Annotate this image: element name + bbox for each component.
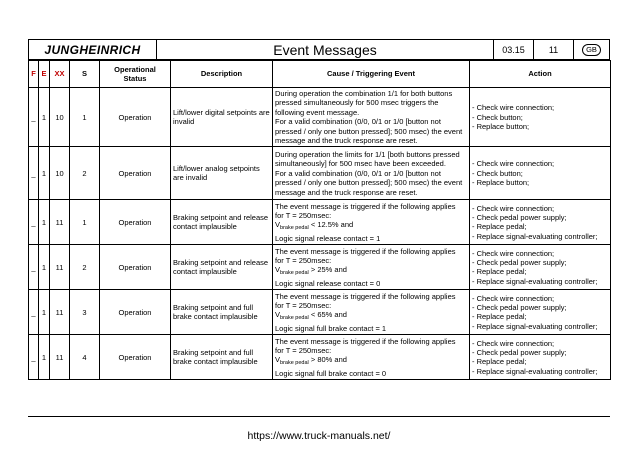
document-header [28,39,610,60]
column-header-xx: XX [50,61,70,88]
cell-action [470,200,611,245]
cell-s: 2 [70,245,100,290]
footer-url: https://www.truck-manuals.net/ [247,430,391,442]
action-line: - Replace signal-evaluating controller; [472,231,598,241]
cell-f: _ [29,88,39,147]
cause-line: Logic signal full brake contact = 0 [275,368,387,378]
cause-line: for T = 250msec: [275,256,332,266]
cause-condition-line [275,220,467,233]
cause-line: The event message is triggered if the following applies [275,201,456,211]
cell-s: 4 [70,335,100,380]
cell-action [470,290,611,335]
column-header-action: Action [470,61,611,88]
cell-xx: 10 [50,147,70,200]
action-line: - Replace pedal; [472,267,527,277]
cause-condition-line [275,355,467,368]
cell-xx: 11 [50,335,70,380]
page-title: Event Messages [157,40,494,59]
cell-s: 1 [70,88,100,147]
column-header-s: S [70,61,100,88]
action-line: - Check wire connection; [472,103,555,113]
action-line: - Replace button; [472,178,530,188]
cause-line: For a valid combination (0/0, 0/1 or 1/0 [button not [275,117,441,127]
cell-description: Braking setpoint and release contact implausible [171,245,273,290]
action-line: - Check button; [472,168,523,178]
cause-line: The event message is triggered if the following applies [275,246,456,256]
cause-line: pressed / only one button pressed]; 500 msec) the event [275,126,463,136]
language-code: GB [582,44,601,56]
cause-line: for T = 250msec: [275,346,332,356]
action-line: - Check wire connection; [472,293,555,303]
cause-line: During operation the combination 1/1 for both buttons [275,89,453,98]
cell-e: 1 [39,88,50,147]
revision-date: 03.15 [494,40,534,59]
action-line: - Replace button; [472,121,530,131]
brand-logo: JUNGHEINRICH [29,40,157,59]
action-line: - Check wire connection; [472,159,555,169]
cell-status: Operation [100,147,171,200]
column-header-description: Description [171,61,273,88]
table-row [29,290,611,335]
table-row [29,147,611,200]
cell-e: 1 [39,147,50,200]
cell-e: 1 [39,200,50,245]
cell-description: Lift/lower analog setpoints are invalid [171,147,273,200]
action-line: - Replace signal-evaluating controller; [472,366,598,376]
column-header-f: F [29,61,39,88]
cell-status: Operation [100,200,171,245]
cell-cause [273,335,470,380]
event-messages-table [28,60,611,380]
cell-xx: 11 [50,200,70,245]
cell-status: Operation [100,290,171,335]
cell-status: Operation [100,335,171,380]
action-line: - Check pedal power supply; [472,213,567,223]
cause-line: Logic signal full brake contact = 1 [275,323,387,333]
action-line: - Check wire connection; [472,248,555,258]
cause-line: Logic signal release contact = 0 [275,278,381,288]
action-line: - Check wire connection; [472,203,555,213]
cell-f: _ [29,335,39,380]
cause-line: for T = 250msec: [275,301,332,311]
action-line: - Replace signal-evaluating controller; [472,276,598,286]
cell-f: _ [29,147,39,200]
column-header-e: E [39,61,50,88]
condition-text: > 80% and [308,355,347,365]
table-row [29,335,611,380]
table-header-row [29,61,611,88]
cell-e: 1 [39,245,50,290]
cell-xx: 11 [50,290,70,335]
cause-line: following event message. [275,107,360,117]
cell-xx: 10 [50,88,70,147]
cell-action [470,245,611,290]
cell-cause [273,290,470,335]
cell-cause [273,147,470,200]
velocity-symbol: V [275,310,281,320]
velocity-symbol: V [275,265,281,275]
cell-s: 3 [70,290,100,335]
cell-f: _ [29,200,39,245]
cause-line: The event message is triggered if the following applies [275,336,456,346]
cause-line: During operation the limits for 1/1 [both buttons pressed [275,149,460,159]
action-line: - Check pedal power supply; [472,348,567,358]
action-line: - Check button; [472,112,523,122]
action-line: - Check pedal power supply; [472,303,567,313]
column-header-status: Operational Status [100,61,171,88]
condition-text: < 12.5% and [308,220,354,230]
cause-condition-line [275,265,467,278]
cell-s: 2 [70,147,100,200]
action-line: - Check pedal power supply; [472,258,567,268]
cell-f: _ [29,290,39,335]
cell-e: 1 [39,290,50,335]
table-row [29,88,611,147]
page-number: 11 [534,40,574,59]
cause-line: simultaneously] for 500 msec have been exceeded. [275,159,446,169]
footer-divider [28,416,610,417]
cell-description: Braking setpoint and release contact implausible [171,200,273,245]
cause-line: pressed / only one button pressed]; 500 msec) the event [275,178,463,188]
condition-text: < 65% and [308,310,347,320]
cause-line: Logic signal release contact = 1 [275,233,381,243]
cell-description: Braking setpoint and full brake contact implausible [171,335,273,380]
velocity-subscript: brake pedal [280,225,309,232]
table-row [29,245,611,290]
cause-line: for T = 250msec: [275,211,332,221]
column-header-cause: Cause / Triggering Event [273,61,470,88]
cell-status: Operation [100,245,171,290]
velocity-subscript: brake pedal [280,270,309,277]
action-line: - Replace pedal; [472,222,527,232]
velocity-symbol: V [275,220,281,230]
cell-action [470,335,611,380]
cause-line: message and the truck response are reset. [275,136,418,146]
cell-description: Lift/lower digital setpoints are invalid [171,88,273,147]
action-line: - Replace signal-evaluating controller; [472,321,598,331]
action-line: - Replace pedal; [472,312,527,322]
cell-action [470,147,611,200]
cell-e: 1 [39,335,50,380]
cell-s: 1 [70,200,100,245]
cell-cause [273,245,470,290]
velocity-symbol: V [275,355,281,365]
cause-line: pressed simultaneously for 500 msec triggers the [275,98,439,108]
cell-description: Braking setpoint and full brake contact implausible [171,290,273,335]
cell-status: Operation [100,88,171,147]
cause-line: message and the truck response are reset. [275,187,418,197]
cause-line: For a valid combination (0/0, 0/1 or 1/0 [button not [275,168,441,178]
cell-xx: 11 [50,245,70,290]
cell-cause [273,88,470,147]
cell-action [470,88,611,147]
table-row [29,200,611,245]
language-badge [574,40,609,59]
action-line: - Replace pedal; [472,357,527,367]
velocity-subscript: brake pedal [280,315,309,322]
condition-text: > 25% and [308,265,347,275]
action-line: - Check wire connection; [472,338,555,348]
cause-line: The event message is triggered if the following applies [275,291,456,301]
cell-cause [273,200,470,245]
velocity-subscript: brake pedal [280,360,309,367]
cell-f: _ [29,245,39,290]
cause-condition-line [275,310,467,323]
